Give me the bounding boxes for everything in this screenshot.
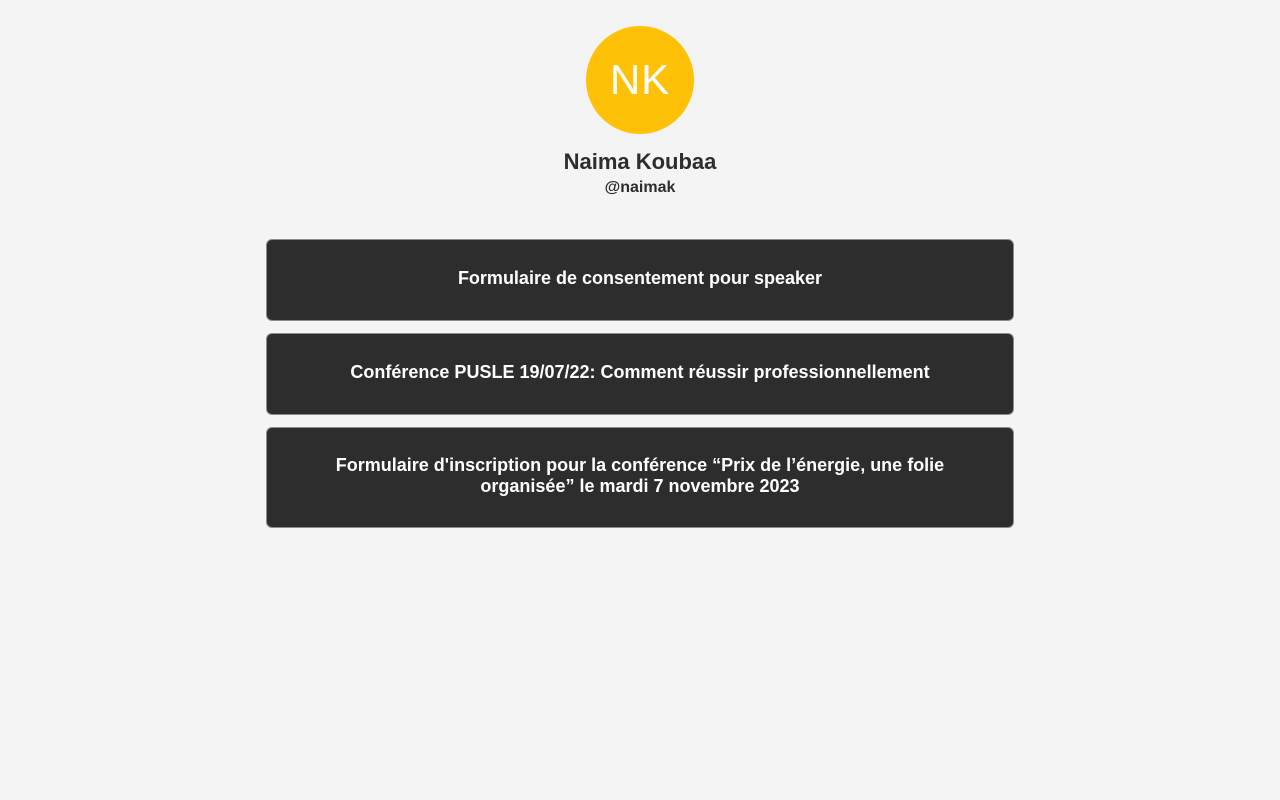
link-list [266,239,1014,528]
link-label: Formulaire de consentement pour speaker [457,267,823,288]
link-label: Formulaire d'inscription pour la conférence “Prix de l’énergie, une folie organisée” le mardi 7 novembre 2023 [335,454,945,496]
link-button-energy-conference-registration[interactable] [266,427,1014,528]
profile-header [0,0,1280,198]
avatar-initials: NK [609,56,671,103]
link-button-pusle-conference[interactable] [266,333,1014,415]
link-button-speaker-consent[interactable] [266,239,1014,321]
profile-handle: @naimak [604,179,676,196]
link-label: Conférence PUSLE 19/07/22: Comment réussir professionnellement [350,361,930,382]
avatar [586,26,694,134]
profile-name: Naima Koubaa [563,149,717,174]
